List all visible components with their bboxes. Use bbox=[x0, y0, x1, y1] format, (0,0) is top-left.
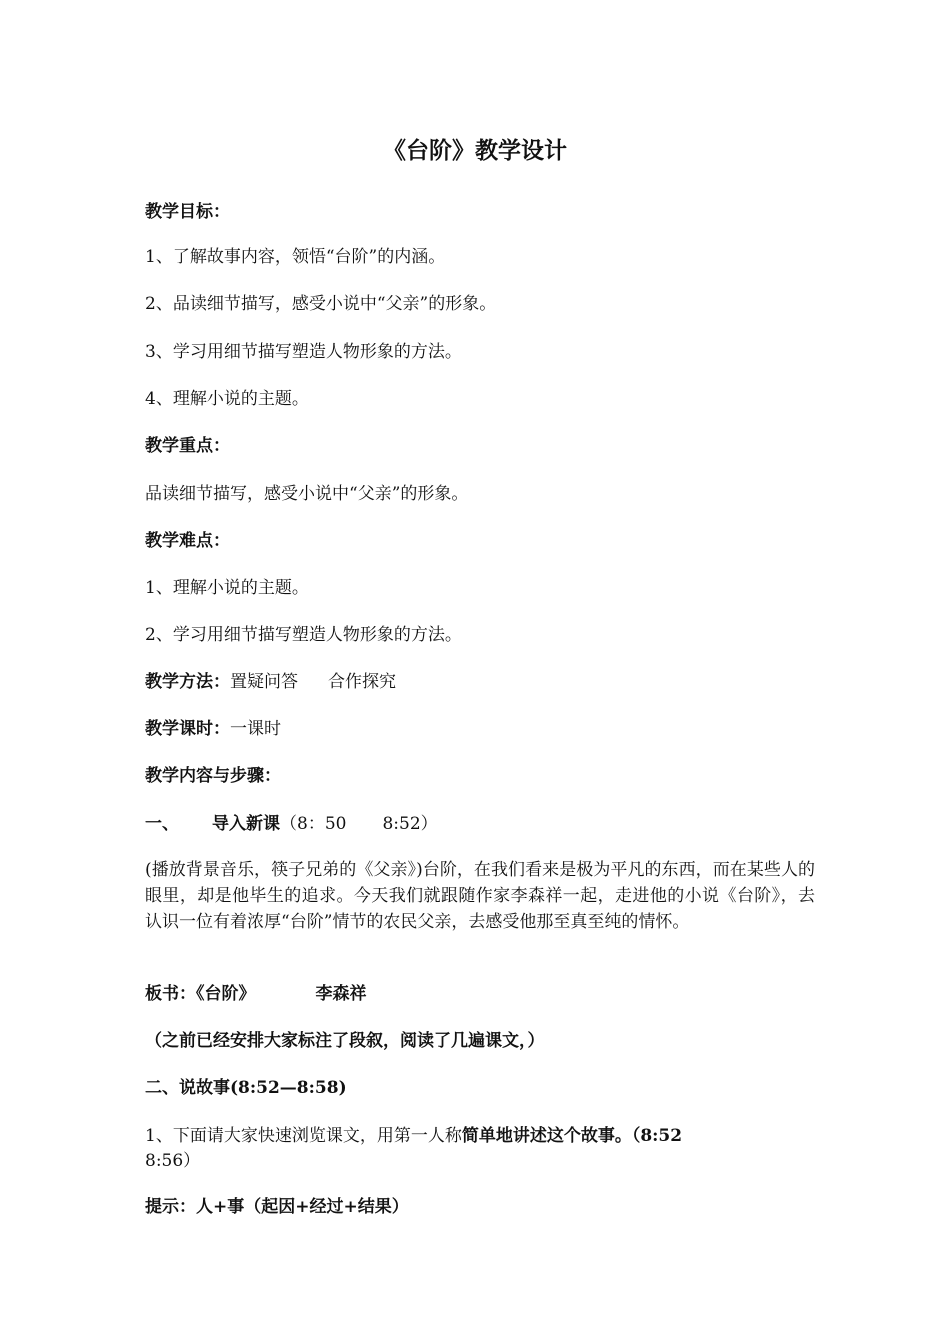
method-value-2: 合作探究 bbox=[328, 672, 396, 692]
objective-item-3: 3、学习用细节描写塑造人物形象的方法。 bbox=[145, 342, 462, 362]
content-heading: 教学内容与步骤： bbox=[145, 766, 281, 786]
step2-item-1-cont: 8:56） bbox=[145, 1151, 201, 1171]
period-line bbox=[145, 718, 281, 740]
key-point-text: 品读细节描写，感受小说中“父亲”的形象。 bbox=[145, 484, 469, 504]
step2-item-1-emphasis: 简单地讲述这个故事。（8:52 bbox=[461, 1126, 683, 1146]
step1-title: 导入新课 bbox=[212, 814, 280, 834]
board-author: 李森祥 bbox=[315, 984, 367, 1004]
objective-item-1: 1、了解故事内容，领悟“台阶”的内涵。 bbox=[145, 247, 446, 267]
step1-time-end: 8:52） bbox=[382, 814, 438, 834]
step2-item-1 bbox=[145, 1125, 682, 1147]
board-label: 板书：《台阶》 bbox=[145, 984, 256, 1004]
note-line: （之前已经安排大家标注了段叙，阅读了几遍课文，） bbox=[145, 1031, 545, 1051]
method-value-1: 置疑问答 bbox=[230, 672, 298, 692]
step2-hint: 提示：人+事（起因+经过+结果） bbox=[145, 1197, 409, 1217]
difficulty-item-2: 2、学习用细节描写塑造人物形象的方法。 bbox=[145, 625, 462, 645]
step2-item-1-text: 1、下面请大家快速浏览课文，用第一人称 bbox=[145, 1126, 462, 1146]
objective-item-2: 2、品读细节描写，感受小说中“父亲”的形象。 bbox=[145, 294, 497, 314]
period-value: 一课时 bbox=[230, 719, 281, 739]
period-label: 教学课时： bbox=[145, 719, 230, 739]
step1-time-start: （8：50 bbox=[280, 814, 347, 834]
objective-item-4: 4、理解小说的主题。 bbox=[145, 389, 309, 409]
key-point-heading: 教学重点： bbox=[145, 436, 230, 456]
method-line bbox=[145, 671, 396, 693]
page-title: 《台阶》教学设计 bbox=[383, 137, 567, 164]
step2-heading: 二、说故事(8:52—8:58) bbox=[145, 1078, 347, 1098]
objectives-heading: 教学目标： bbox=[145, 202, 230, 222]
difficulty-heading: 教学难点： bbox=[145, 531, 230, 551]
method-label: 教学方法： bbox=[145, 672, 230, 692]
step1-number: 一、 bbox=[145, 814, 179, 834]
board-line bbox=[145, 983, 367, 1005]
step1-paragraph: (播放背景音乐，筷子兄弟的《父亲》)台阶，在我们看来是极为平凡的东西，而在某些人的眼里，却是他毕生的追求。今天我们就跟随作家李森祥一起，走进他的小说《台阶》，去认识一位有着浓厚“台阶”情节的农民父亲，去感受他那至真至纯的情怀。 bbox=[145, 860, 815, 932]
step1-heading bbox=[145, 813, 438, 835]
difficulty-item-1: 1、理解小说的主题。 bbox=[145, 578, 309, 598]
